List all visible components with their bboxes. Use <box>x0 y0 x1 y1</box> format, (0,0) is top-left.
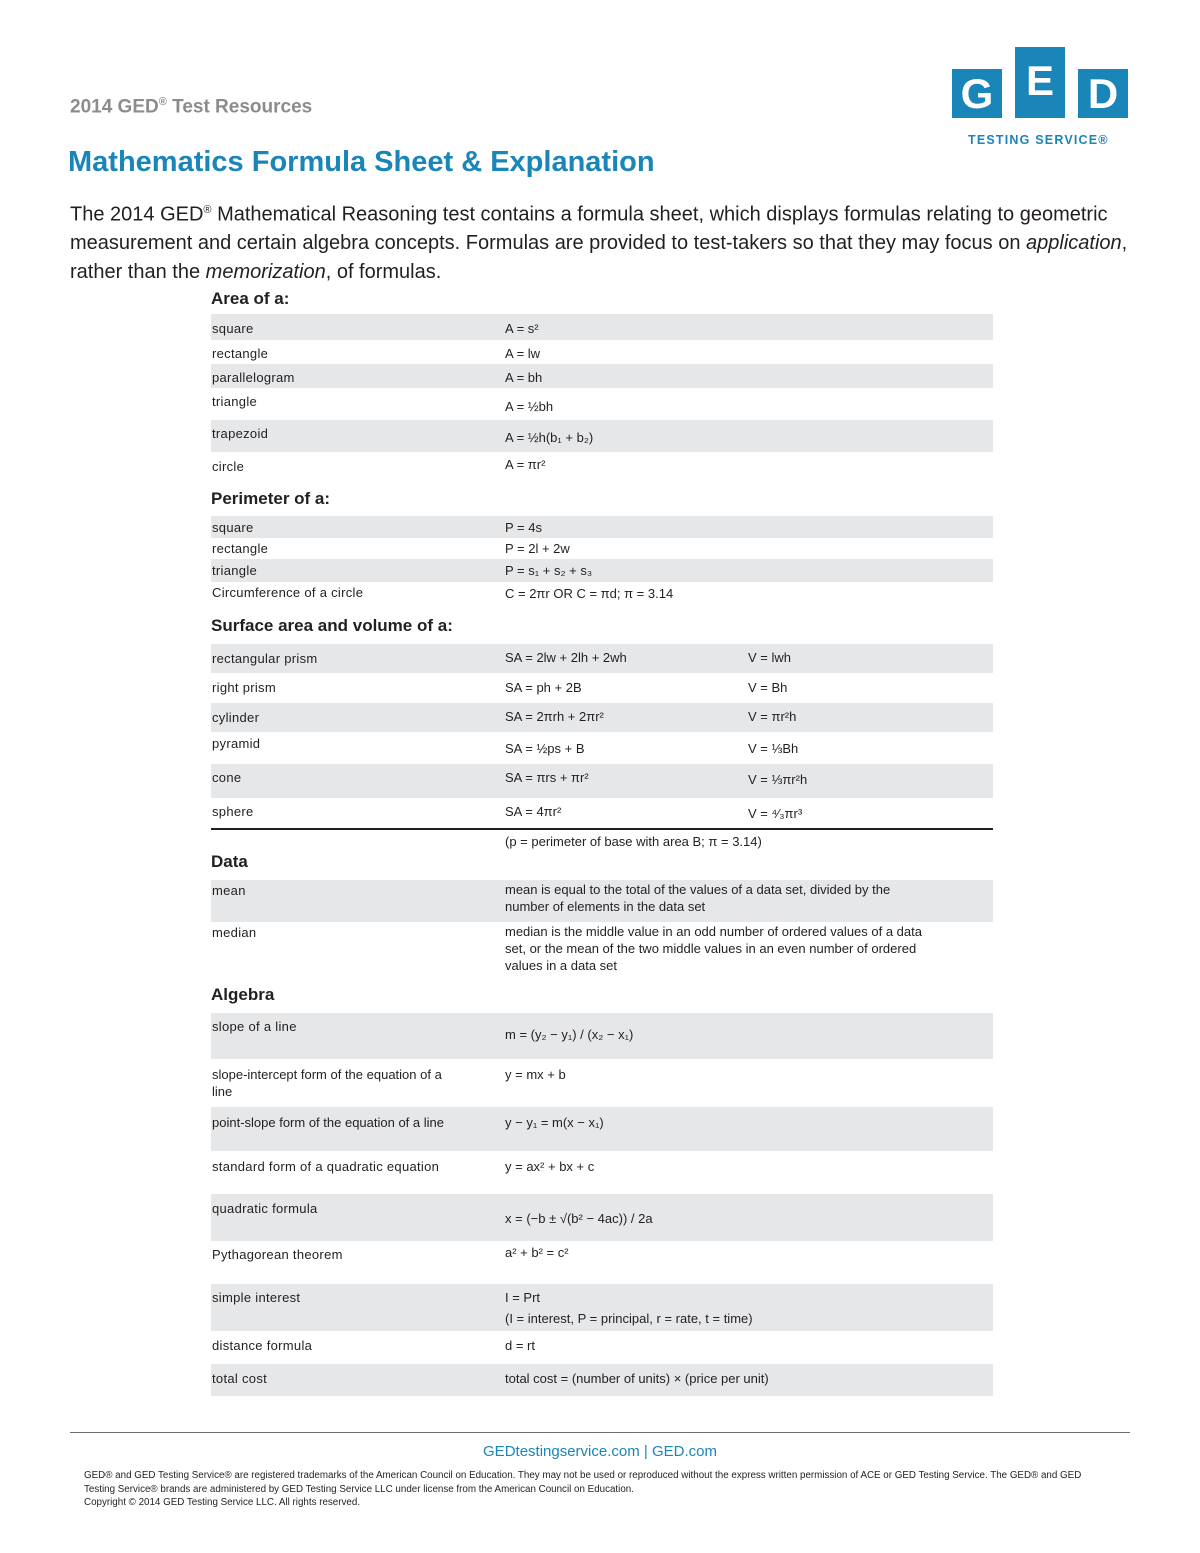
table-row: square A = s² <box>211 314 993 340</box>
table-row: quadratic formula x = (−b ± √(b² − 4ac)) / 2a <box>211 1194 993 1241</box>
area-section <box>211 289 993 479</box>
table-row: cone SA = πrs + πr² V = ⅓πr²h <box>211 764 993 798</box>
table-row: Circumference of a circle C = 2πr OR C = πd; π = 3.14 <box>212 585 674 601</box>
ged-logo <box>952 44 1132 150</box>
section-title: Perimeter of a: <box>211 489 331 508</box>
footer-website-link[interactable]: GEDtestingservice.com | GED.com <box>483 1443 717 1460</box>
table-row: mean mean is equal to the total of the values of a data set, divided by the number of elements in the data set <box>211 880 993 922</box>
section-title: Algebra <box>211 985 275 1004</box>
intro-paragraph: The 2014 GED® Mathematical Reasoning test contains a formula sheet, which displays formulas relating to geometric measurement and certain algebra concepts. Formulas are provided to test-takers so that they may focus on application, rather than the memorization, of formulas. <box>70 203 1128 283</box>
algebra-section <box>211 985 993 1400</box>
logo-tile-e: E <box>1015 47 1065 118</box>
table-row: pyramid SA = ½ps + B V = ⅓Bh <box>212 736 799 756</box>
table-row: median median is the middle value in an odd number of ordered values of a data set, or the mean of the two middle values in an even number of ordered values in a data set <box>212 924 922 973</box>
table-row: circle A = πr² <box>212 457 546 474</box>
table-row: triangle A = ½bh <box>212 394 554 414</box>
section-title: Surface area and volume of a: <box>211 616 453 635</box>
copyright-notice: Copyright © 2014 GED Testing Service LLC. All rights reserved. <box>84 1497 361 1508</box>
surface-volume-section <box>211 616 993 852</box>
table-row: standard form of a quadratic equation y = ax² + bx + c <box>212 1159 595 1174</box>
table-row: square P = 4s <box>211 516 993 538</box>
section-title: Area of a: <box>211 289 290 308</box>
table-row: slope of a line m = (y₂ − y₁) / (x₂ − x₁) <box>211 1013 993 1059</box>
perimeter-section <box>211 489 993 609</box>
section-title: Data <box>211 852 248 871</box>
table-row: trapezoid A = ½h(b₁ + b₂) <box>211 420 993 452</box>
surface-note: (p = perimeter of base with area B; π = 3.14) <box>505 834 762 849</box>
trademark-notice: GED® and GED Testing Service® are registered trademarks of the American Council on Education. They may not be used or reproduced without the express written permission of ACE or GED Testing Service. The GED® and GED Testing Service® brands are administered by GED Testing Service LLC under license from the American Council on Education. <box>84 1470 1082 1495</box>
table-row: rectangular prism SA = 2lw + 2lh + 2wh V = lwh <box>211 644 993 673</box>
footer-divider <box>70 1432 1130 1433</box>
table-row: sphere SA = 4πr² V = ⁴⁄₃πr³ <box>212 804 803 821</box>
table-row: Pythagorean theorem a² + b² = c² <box>212 1245 569 1262</box>
legal-notice <box>84 1469 1114 1510</box>
table-row: rectangle P = 2l + 2w <box>212 541 570 556</box>
table-row: point-slope form of the equation of a line y − y₁ = m(x − x₁) <box>211 1107 993 1151</box>
table-row: total cost total cost = (number of units) × (price per unit) <box>211 1364 993 1396</box>
logo-tagline: TESTING SERVICE® <box>968 133 1109 147</box>
table-row: slope-intercept form of the equation of a line y = mx + b <box>212 1067 566 1099</box>
data-section <box>211 852 993 980</box>
page-title: Mathematics Formula Sheet & Explanation <box>68 146 655 178</box>
table-row: cylinder SA = 2πrh + 2πr² V = πr²h <box>211 703 993 732</box>
logo-tile-g: G <box>952 69 1002 118</box>
logo-tile-d: D <box>1078 69 1128 118</box>
table-row: parallelogram A = bh <box>211 364 993 388</box>
kicker: 2014 GED® Test Resources <box>70 96 313 118</box>
table-row: distance formula d = rt <box>212 1338 535 1353</box>
table-row: rectangle A = lw <box>212 346 541 361</box>
section-divider <box>211 828 993 830</box>
table-row: right prism SA = ph + 2B V = Bh <box>212 680 788 695</box>
table-row: simple interest I = Prt (I = interest, P = principal, r = rate, t = time) <box>211 1284 993 1331</box>
table-row: triangle P = s₁ + s₂ + s₃ <box>211 559 993 582</box>
